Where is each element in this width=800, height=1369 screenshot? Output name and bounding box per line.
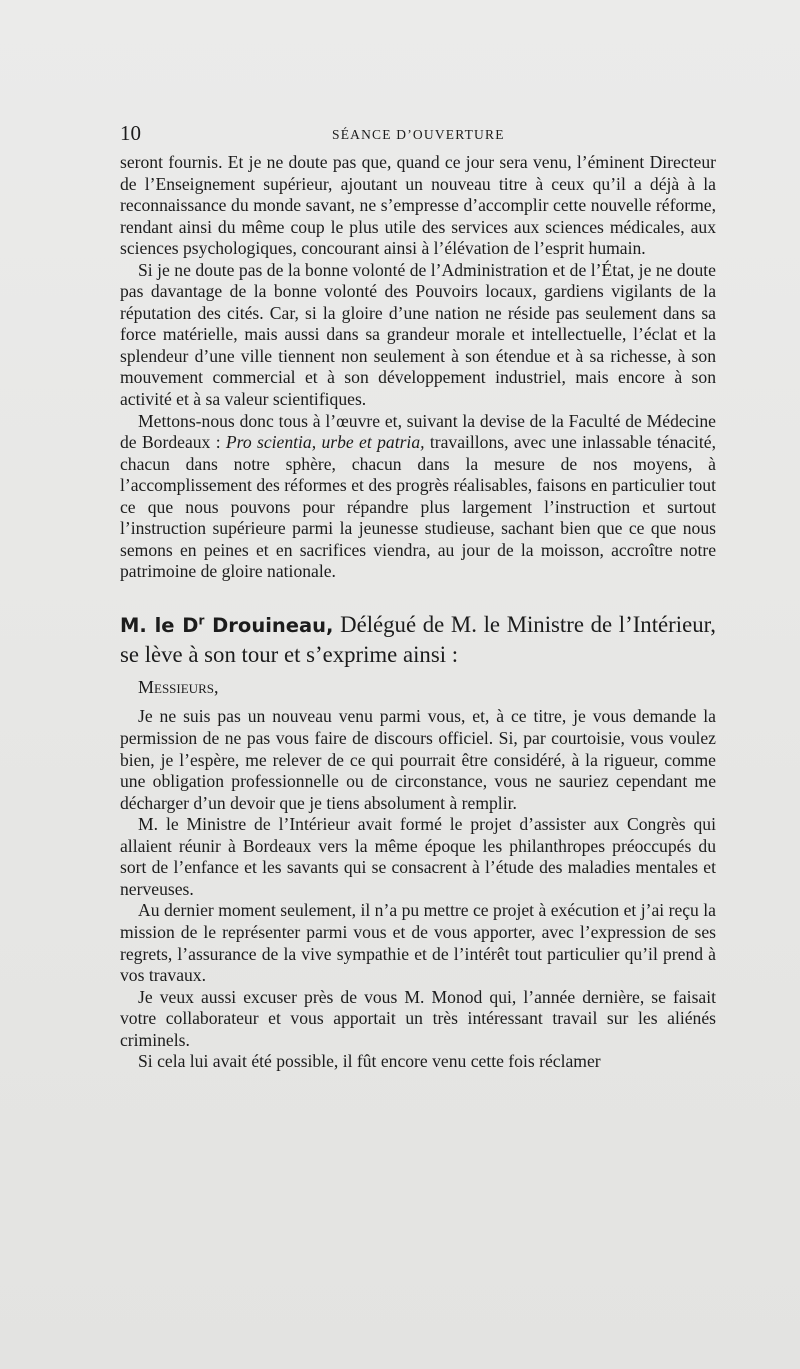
speaker-title-superscript: r [198, 613, 205, 628]
page-header [120, 121, 714, 149]
speaker-surname: Drouineau, [204, 613, 334, 637]
paragraph-motto [120, 411, 716, 583]
speaker-role: Délégué de M. le Ministre de l’Intérieur, se lève à son tour et s’exprime ainsi : [120, 611, 716, 667]
paragraph-continuation: seront fournis. Et je ne doute pas que, quand ce jour sera venu, l’éminent Directeur de l’Enseignement supérieur, ajoutant un nouveau titre à ceux qu’il a déjà à la reconnaissance du monde savant, ne s’empresse d’accomplir cette nouvelle réforme, rendant ainsi du même coup le plus utile des services aux sciences médicales, aux sciences psychologiques, concourant ainsi à l’élévation de l’esprit humain. [120, 152, 716, 259]
running-head: SÉANCE D’OUVERTURE [332, 127, 505, 142]
speaker-heading [120, 610, 716, 669]
motto-continuation: travaillons, avec une inlassable ténacité, chacun dans notre sphère, chacun dans la mesure de nos moyens, à l’accomplissement des réformes et des progrès réalisables, faisons en particulier tout ce que nous pouvons pour répandre plus largement l’instruction et surtout l’instruction supérieure parmi la jeunesse studieuse, sachant bien que ce que nous semons en peines et en sacrifices viendra, au jour de la moisson, accroître notre patrimoine de gloire nationale. [120, 432, 716, 582]
paragraph-mission: Au dernier moment seulement, il n’a pu mettre ce projet à exécution et j’ai reçu la mission de le représenter parmi vous et de vous apporter, avec l’expression de ses regrets, l’assurance de la vive sympathie et de l’intérêt tout particulier qu’il prend à vos travaux. [120, 900, 716, 986]
paragraph-discours: Je ne suis pas un nouveau venu parmi vous, et, à ce titre, je vous demande la permission de ne pas vous faire de discours officiel. Si, par courtoisie, vous voulez bien, je l’espère, me relever de ce qui pourrait être considéré, à la rigueur, comme une obligation professionnelle ou de circonstance, vous ne sauriez cependant me décharger d’un devoir que je tiens absolument à remplir. [120, 706, 716, 813]
speaker-name [120, 614, 333, 637]
paragraph-final: Si cela lui avait été possible, il fût encore venu cette fois réclamer [138, 1051, 601, 1072]
faculty-motto: Pro scientia, urbe et patria, [225, 432, 425, 453]
speaker-title: M. le D [120, 613, 199, 637]
page-number: 10 [120, 121, 141, 145]
body-text [120, 152, 716, 1073]
motto-intro: Mettons-nous donc tous à l’œuvre et, suivant la devise de la Faculté de Médecine de Bordeaux : [120, 410, 716, 453]
paragraph-ministre: M. le Ministre de l’Intérieur avait formé le projet d’assister aux Congrès qui allaient réunir à Bordeaux vers la même époque les philanthropes préoccupés du sort de l’enfance et les savants qui se consacrent à l’étude des maladies mentales et nerveuses. [120, 814, 716, 899]
paragraph-monod: Je veux aussi excuser près de vous M. Monod qui, l’année dernière, se faisait votre collaborateur et vous apportait un très intéressant travail sur les aliénés criminels. [120, 986, 716, 1050]
paragraph-administration: Si je ne doute pas de la bonne volonté de l’Administration et de l’État, je ne doute pas davantage de la bonne volonté des Pouvoirs locaux, gardiens vigilants de la réputation des cités. Car, si la gloire d’une nation ne réside pas seulement dans sa force matérielle, mais aussi dans sa grandeur morale et intellectuelle, l’éclat et la splendeur d’une ville tiennent non seulement à son étendue et à sa richesse, à son mouvement commercial et à son développement industriel, mais encore à son activité et à sa valeur scientifiques. [120, 259, 716, 410]
salutation: Messieurs, [138, 676, 219, 697]
